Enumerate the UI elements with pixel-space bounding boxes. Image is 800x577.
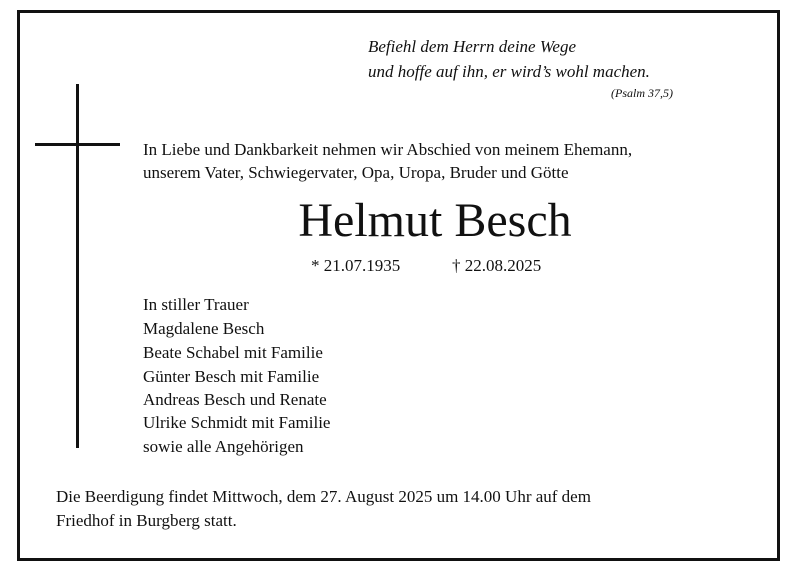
funeral-info-line-1: Die Beerdigung findet Mittwoch, dem 27. August 2025 um 14.00 Uhr auf dem	[56, 487, 591, 506]
mourner-line: Ulrike Schmidt mit Familie	[143, 413, 331, 432]
mourner-line: In stiller Trauer	[143, 295, 249, 314]
mourner-line: sowie alle Angehörigen	[143, 437, 304, 456]
psalm-line-1: Befiehl dem Herrn deine Wege	[368, 37, 577, 56]
birth-date: * 21.07.1935	[311, 256, 401, 275]
intro-line-2: unserem Vater, Schwiegervater, Opa, Uropa, Bruder und Götte	[143, 163, 569, 182]
psalm-reference: (Psalm 37,5)	[611, 86, 673, 100]
deceased-name: Helmut Besch	[298, 194, 572, 247]
mourner-line: Günter Besch mit Familie	[143, 367, 320, 386]
funeral-info-line-2: Friedhof in Burgberg statt.	[56, 511, 237, 530]
psalm-line-2: und hoffe auf ihn, er wird’s wohl machen.	[368, 62, 650, 81]
mourner-line: Beate Schabel mit Familie	[143, 343, 323, 362]
cross-vertical-bar	[76, 84, 79, 448]
intro-line-1: In Liebe und Dankbarkeit nehmen wir Abschied von meinem Ehemann,	[143, 140, 633, 159]
mourner-line: Magdalene Besch	[143, 319, 265, 338]
death-date: † 22.08.2025	[452, 256, 542, 275]
cross-horizontal-bar	[35, 143, 120, 146]
mourner-line: Andreas Besch und Renate	[143, 390, 327, 409]
